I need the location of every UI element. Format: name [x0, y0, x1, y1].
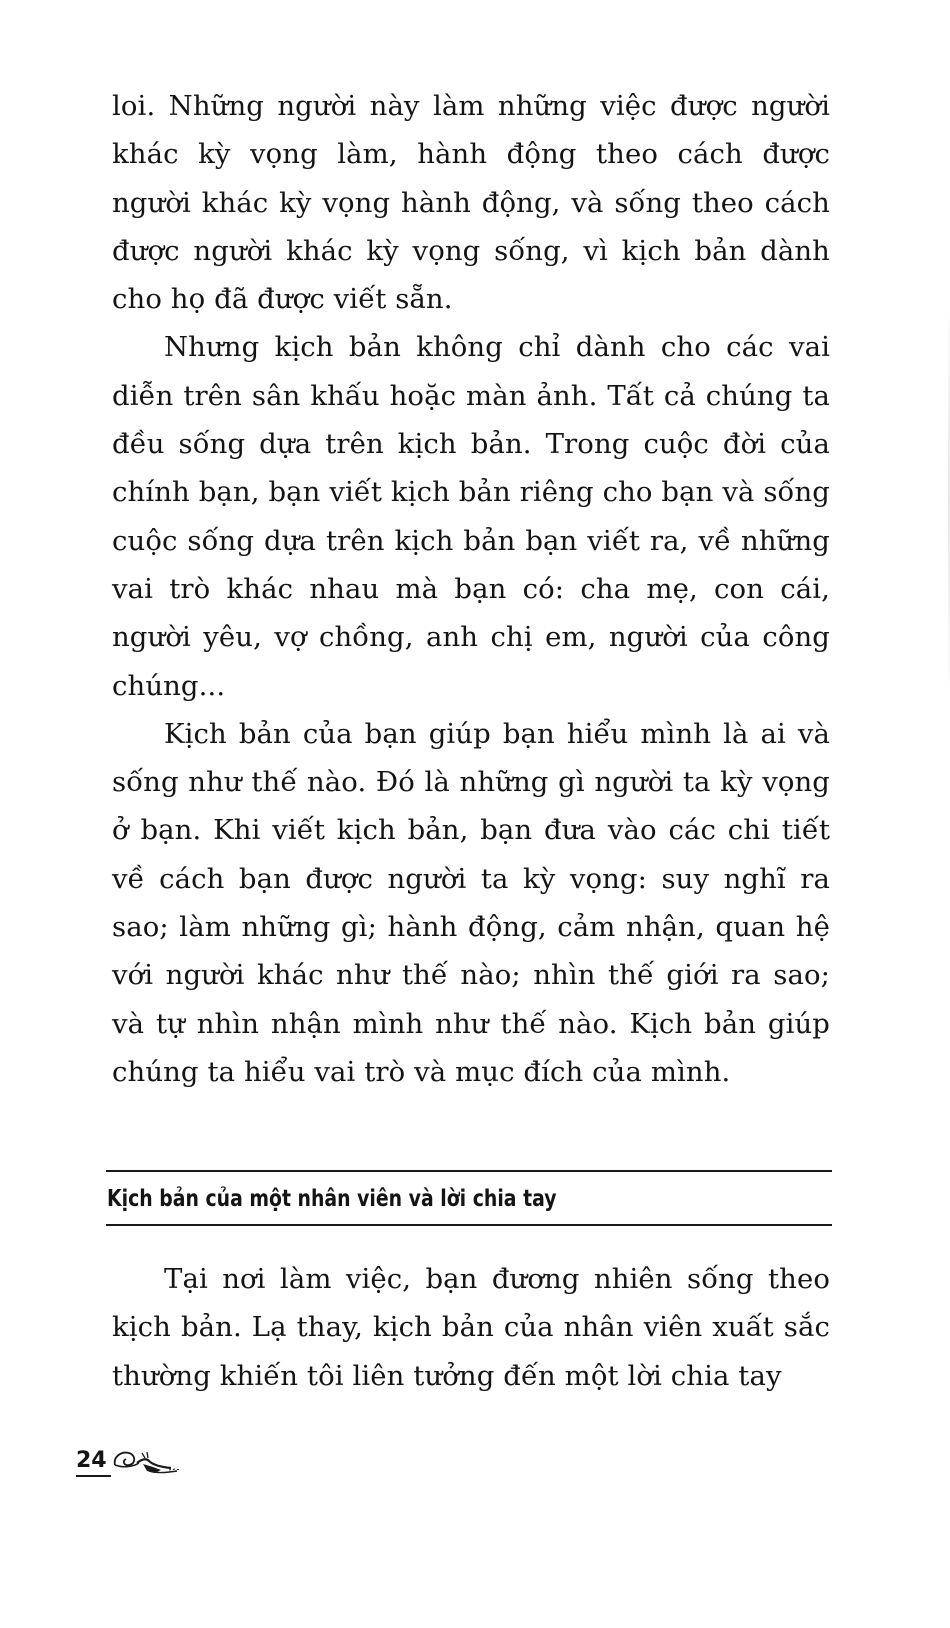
heading-rule-top	[106, 1170, 832, 1172]
paragraph-continued: loi. Những người này làm những việc được người khác kỳ vọng làm, hành động theo cách được người khác kỳ vọng hành động, và sống theo cách được người khác kỳ vọng sống, vì kịch bản dành cho họ đã được viết sẵn.	[112, 90, 830, 316]
paragraph-script-purpose: Kịch bản của bạn giúp bạn hiểu mình là ai và sống như thế nào. Đó là những gì người ta kỳ vọng ở bạn. Khi viết kịch bản, bạn đưa vào các chi tiết về cách bạn được người ta kỳ vọng: suy nghĩ ra sao; làm những gì; hành động, cảm nhận, quan hệ với người khác như thế nào; nhìn thế giới ra sao; và tự nhìn nhận mình như thế nào. Kịch bản giúp chúng ta hiểu vai trò và mục đích của mình.	[112, 717, 830, 1088]
section-heading: Kịch bản của một nhân viên và lời chia tay	[107, 1186, 557, 1212]
paragraph-workplace-script: Tại nơi làm việc, bạn đương nhiên sống theo kịch bản. Lạ thay, kịch bản của nhân viên xuất sắc thường khiến tôi liên tưởng đến một lời chia tay	[112, 1263, 830, 1392]
snail-ornament-icon	[109, 1443, 187, 1479]
page-footer	[76, 1437, 187, 1477]
page-number: 24	[76, 1447, 111, 1477]
paragraph-scripts-everyone: Nhưng kịch bản không chỉ dành cho các vai diễn trên sân khấu hoặc màn ảnh. Tất cả chúng ta đều sống dựa trên kịch bản. Trong cuộc đời của chính bạn, bạn viết kịch bản riêng cho bạn và sống cuộc sống dựa trên kịch bản bạn viết ra, về những vai trò khác nhau mà bạn có: cha mẹ, con cái, người yêu, vợ chồng, anh chị em, người của công chúng...	[112, 331, 830, 702]
heading-rule-bottom	[106, 1224, 832, 1226]
top-text-block	[112, 82, 830, 1096]
section-text-block	[112, 1255, 830, 1400]
